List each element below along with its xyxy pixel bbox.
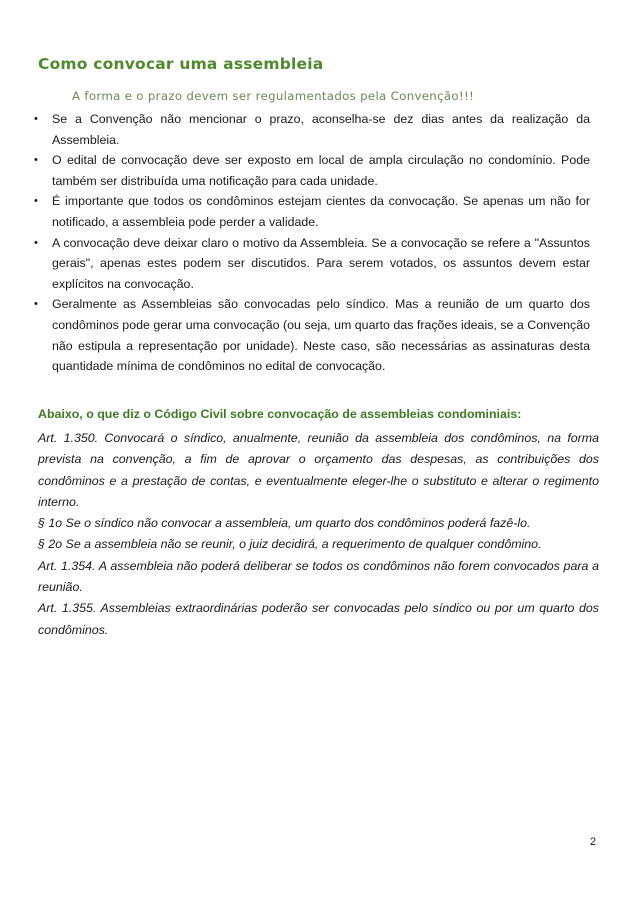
list-item <box>34 109 590 150</box>
page-subtitle: A forma e o prazo devem ser regulamentados pela Convenção!!! <box>72 89 475 103</box>
article-paragraph: § 1o Se o síndico não convocar a assembleia, um quarto dos condôminos poderá fazê-lo. <box>38 516 531 531</box>
section-heading: Abaixo, o que diz o Código Civil sobre convocação de assembleias condominiais: <box>38 407 522 421</box>
page-title: Como convocar uma assembleia <box>38 55 324 73</box>
list-item-text: O edital de convocação deve ser exposto em local de ampla circulação no condomínio. Pode também ser distribuída uma notificação para cada unidade. <box>52 153 590 188</box>
list-item-text: Geralmente as Assembleias são convocadas pelo síndico. Mas a reunião de um quarto dos condôminos pode gerar uma convocação (ou seja, um quarto das frações ideais, se a Convenção não estipula a representação por unidade). Neste caso, são necessárias as assinaturas desta quantidade mínima de condôminos no edital de convocação. <box>52 297 590 374</box>
article-paragraph: § 2o Se a assembleia não se reunir, o juiz decidirá, a requerimento de qualquer condômino. <box>38 537 542 552</box>
list-item <box>34 191 590 232</box>
list-item <box>34 150 590 191</box>
article-paragraph: Art. 1.354. A assembleia não poderá deliberar se todos os condôminos não forem convocados para a reunião. <box>38 558 599 595</box>
bullet-icon: • <box>34 298 38 311</box>
list-item-text: É importante que todos os condôminos estejam cientes da convocação. Se apenas um não for notificado, a assembleia pode perder a validade. <box>52 194 590 229</box>
bullet-icon: • <box>34 195 38 208</box>
list-item-text: A convocação deve deixar claro o motivo da Assembleia. Se a convocação se refere a "Assuntos gerais", apenas estes podem ser discutidos. Para serem votados, os assuntos devem estar explícitos na convocação. <box>52 235 590 291</box>
page-number: 2 <box>590 836 597 848</box>
bullet-icon: • <box>34 113 38 125</box>
bullet-icon: • <box>34 154 38 167</box>
bullet-list <box>34 109 590 377</box>
list-item-text: Se a Convenção não mencionar o prazo, aconselha-se dez dias antes da realização da Assembleia. <box>52 112 590 147</box>
civil-code-articles <box>38 428 599 641</box>
bullet-icon: • <box>34 236 38 249</box>
article-paragraph: Art. 1.355. Assembleias extraordinárias poderão ser convocadas pelo síndico ou por um quarto dos condôminos. <box>38 601 599 637</box>
list-item <box>34 294 590 376</box>
list-item <box>34 233 590 295</box>
article-paragraph: Art. 1.350. Convocará o síndico, anualmente, reunião da assembleia dos condôminos, na forma prevista na convenção, a fim de aprovar o orçamento das despesas, as contribuições dos condôminos e a prestação de contas, e eventualmente eleger-lhe o substituto e alterar o regimento interno. <box>38 431 599 509</box>
